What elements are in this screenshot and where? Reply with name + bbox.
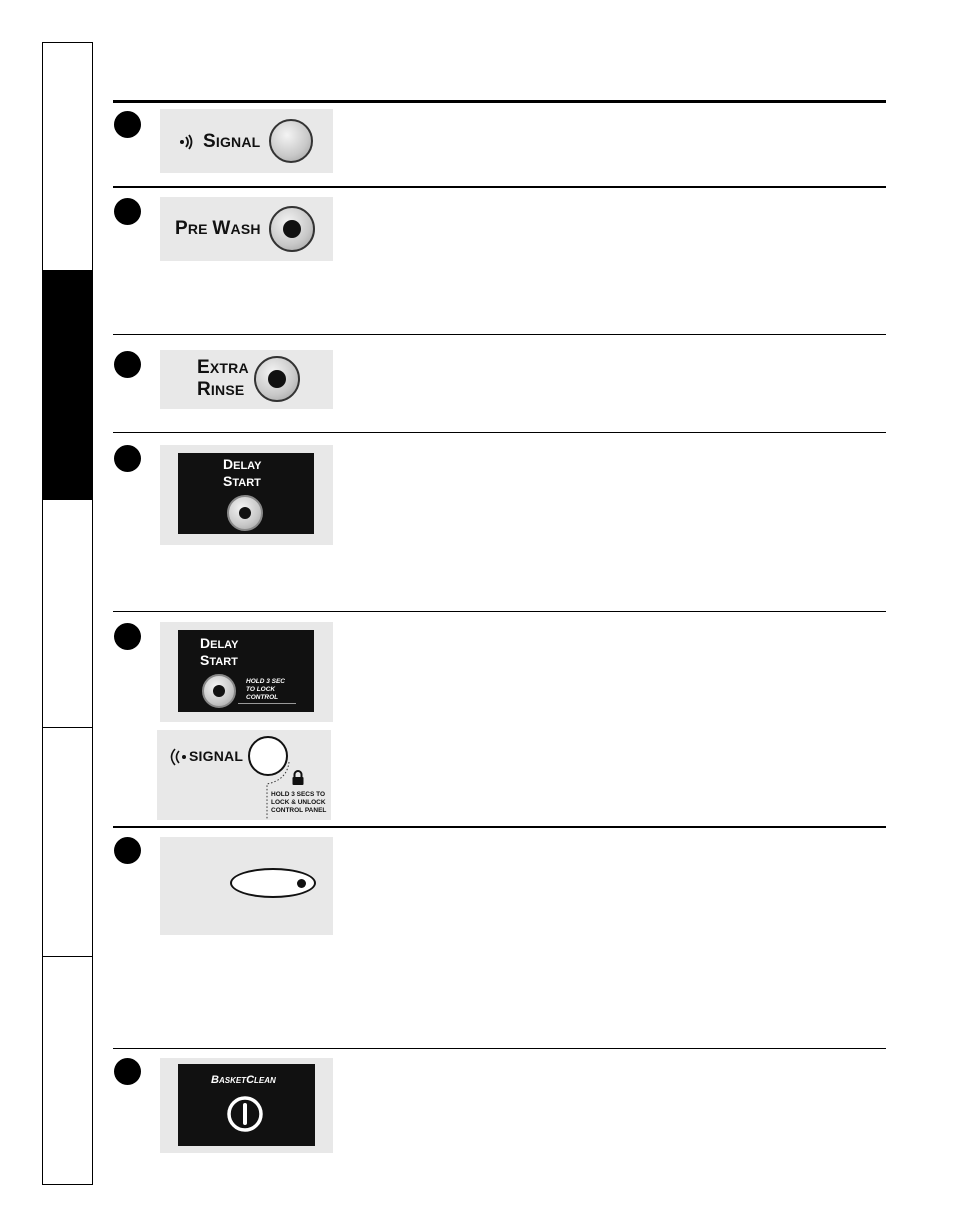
delaystart-display	[178, 453, 314, 534]
lock-delay-display	[178, 630, 314, 712]
section-tab-3[interactable]	[43, 500, 92, 728]
lock-instruction-text: HOLD 3 SECS TO LOCK & UNLOCK CONTROL PANEL	[271, 791, 327, 814]
step-bullet	[114, 445, 141, 472]
indicator-light	[239, 507, 251, 519]
section-tab-rail	[42, 42, 93, 1185]
divider	[113, 186, 886, 188]
step-bullet	[114, 111, 141, 138]
delaystart-button[interactable]	[227, 495, 263, 531]
section-tab-1[interactable]	[43, 43, 92, 271]
indicator-light	[297, 879, 306, 888]
prewash-button[interactable]	[269, 206, 315, 252]
indicator-light	[283, 220, 301, 238]
lock-signal-panel	[157, 730, 331, 820]
lock-delay-button[interactable]	[202, 674, 236, 708]
signal-panel	[160, 109, 333, 173]
lock-delay-panel	[160, 622, 333, 722]
divider	[113, 334, 886, 335]
basketclean-display	[178, 1064, 315, 1146]
basketclean-panel	[160, 1058, 333, 1153]
section-tab-4[interactable]	[43, 728, 92, 957]
top-rule	[113, 100, 886, 103]
lock-delay-label: DELAY START	[200, 635, 239, 668]
prewash-panel	[160, 197, 333, 261]
step-bullet	[114, 1058, 141, 1085]
step-bullet	[114, 198, 141, 225]
power-icon[interactable]	[225, 1094, 265, 1134]
oval-button[interactable]	[230, 868, 316, 898]
hold-lock-text: HOLD 3 SEC TO LOCK CONTROL	[246, 678, 286, 701]
basketclean-label: BASKETCLEAN	[211, 1074, 276, 1086]
indicator-light	[268, 370, 286, 388]
divider	[113, 432, 886, 433]
signal-wave-icon	[178, 133, 198, 151]
step-bullet	[114, 837, 141, 864]
extrarinse-panel	[160, 350, 333, 409]
delaystart-label: DELAY START	[223, 456, 262, 489]
oval-button-panel	[160, 837, 333, 935]
extrarinse-label: EXTRA RINSE	[197, 357, 249, 400]
divider	[113, 1048, 886, 1049]
indicator-light	[213, 685, 225, 697]
delaystart-panel	[160, 445, 333, 545]
signal-wave-icon	[165, 747, 187, 767]
step-bullet	[114, 351, 141, 378]
prewash-label: PRE WASH	[175, 218, 261, 239]
signal-button[interactable]	[269, 119, 313, 163]
section-tab-2-active[interactable]	[43, 271, 92, 500]
lock-signal-label: SIGNAL	[189, 748, 244, 764]
signal-label: SIGNAL	[203, 131, 261, 152]
section-tab-5[interactable]	[43, 957, 92, 1186]
divider	[113, 611, 886, 612]
step-bullet	[114, 623, 141, 650]
hold-underline	[238, 703, 296, 704]
extrarinse-button[interactable]	[254, 356, 300, 402]
divider	[113, 826, 886, 828]
